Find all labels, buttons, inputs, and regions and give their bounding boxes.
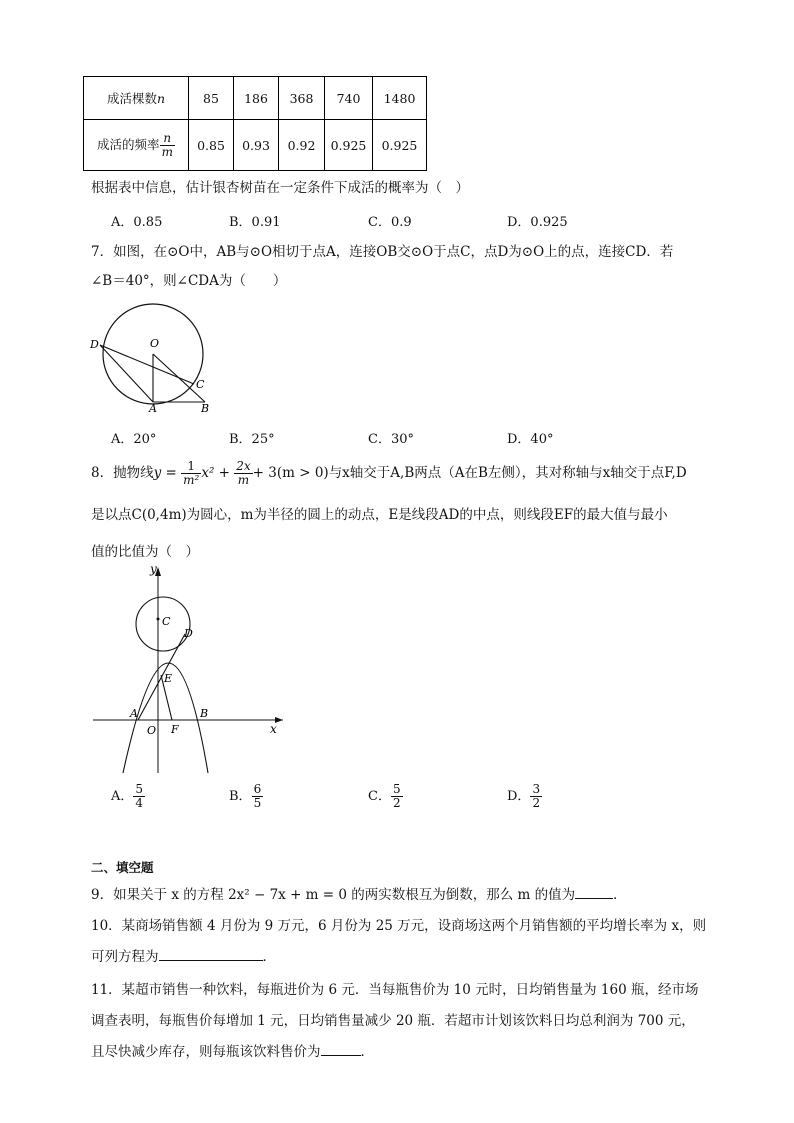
label-y: y (150, 563, 157, 576)
label-x: x (270, 722, 277, 736)
q8-option-b: B． $\frac{6}{5}$ (229, 782, 262, 810)
q8-parabola-figure (90, 563, 290, 778)
q7-option-d: D．40° (507, 432, 554, 447)
fraction: $\frac{2x}{m}$ (236, 459, 251, 487)
label-c: C (196, 378, 205, 391)
table-cell: 740 (325, 77, 373, 120)
q7-option-a: A．20° (111, 432, 157, 447)
table-cell: 368 (279, 77, 325, 120)
table-row (84, 120, 427, 171)
label-b: B (201, 402, 210, 415)
label-d: D (184, 627, 193, 640)
label-c: C (162, 615, 171, 628)
table-cell: 0.925 (373, 120, 427, 171)
section-title: 二、填空题 (91, 860, 154, 875)
answer-blank[interactable] (321, 1054, 361, 1056)
table-row (84, 77, 427, 120)
q6-option-d: D．0.925 (507, 215, 568, 230)
q8-line2: 是以点C(0,4m)为圆心，m为半径的圆上的动点，E是线段AD的中点，则线段EF的最大值与最小 (91, 507, 668, 523)
label-f: F (171, 723, 179, 736)
q7-option-b: B．25° (229, 432, 275, 447)
label-e: E (164, 672, 173, 685)
q11-line3: 且尽快减少库存，则每瓶该饮料售价为 ． (91, 1044, 374, 1060)
table-cell: 1480 (373, 77, 427, 120)
frequency-table (83, 76, 427, 171)
q8-line1: 8．抛物线y = $\frac{1}{\text{m²}}$ x² + $\frac{2x}{m}$ + 3(m > 0)与x轴交于A,B两点（A在B左侧），其对称轴与x轴交于点F,D (91, 459, 687, 487)
q6-option-c: C．0.9 (368, 215, 412, 230)
table-header-count: 成活棵数n (84, 77, 189, 120)
table-cell: 0.92 (279, 120, 325, 171)
q10-line2: 可列方程为 ． (91, 949, 276, 965)
fraction: $\frac{1}{\text{m²}}$ (183, 459, 200, 487)
q6-stem: 根据表中信息，估计银杏树苗在一定条件下成活的概率为（ ） (91, 180, 469, 196)
label-o: O (150, 337, 160, 350)
table-cell: 0.925 (325, 120, 373, 171)
q7-circle-figure (85, 296, 215, 416)
table-header-frequency: 成活的频率 $\frac{n}{m}$ (84, 120, 189, 171)
label-a: A (149, 402, 157, 415)
q7-line2: ∠B＝40°，则∠CDA为（ ） (91, 273, 287, 289)
answer-blank[interactable] (159, 959, 263, 961)
table-cell: 85 (189, 77, 234, 120)
label-d: D (90, 338, 99, 351)
q7-option-c: C．30° (368, 432, 414, 447)
q6-option-b: B．0.91 (229, 215, 281, 230)
q8-option-c: C． $\frac{5}{2}$ (368, 782, 401, 810)
table-cell: 186 (234, 77, 279, 120)
q11-line1: 11．某超市销售一种饮料，每瓶进价为 6 元．当每瓶售价为 10 元时，日均销售量为 160 瓶，经市场 (91, 982, 699, 998)
table-cell: 0.93 (234, 120, 279, 171)
label-b: B (200, 707, 209, 720)
q6-option-a: A．0.85 (111, 215, 163, 230)
table-cell: 0.85 (189, 120, 234, 171)
q11-line2: 调查表明，每瓶售价每增加 1 元，日均销售量减少 20 瓶．若超市计划该饮料日均总利润为 700 元， (91, 1013, 695, 1029)
q8-line3: 值的比值为（ ） (91, 544, 199, 560)
answer-blank[interactable] (575, 897, 613, 899)
label-a: A (130, 707, 138, 720)
center-point-c (157, 618, 160, 621)
segment-da (100, 345, 153, 402)
q7-line1: 7．如图，在⊙O中，AB与⊙O相切于点A，连接OB交⊙O于点C，点D为⊙O上的点，连接CD．若 (91, 244, 674, 260)
q8-option-a: A． $\frac{5}{4}$ (111, 782, 144, 810)
q8-option-d: D． $\frac{3}{2}$ (507, 782, 541, 810)
q9-line: 9．如果关于 x 的方程 2x² − 7x + m = 0 的两实数根互为倒数，那么 m 的值为 ． (91, 887, 627, 903)
label-o: O (147, 724, 157, 737)
q10-line1: 10．某商场销售额 4 月份为 9 万元，6 月份为 25 万元，设商场这两个月销售额的平均增长率为 x，则 (91, 918, 707, 934)
segment-dc (100, 345, 194, 384)
